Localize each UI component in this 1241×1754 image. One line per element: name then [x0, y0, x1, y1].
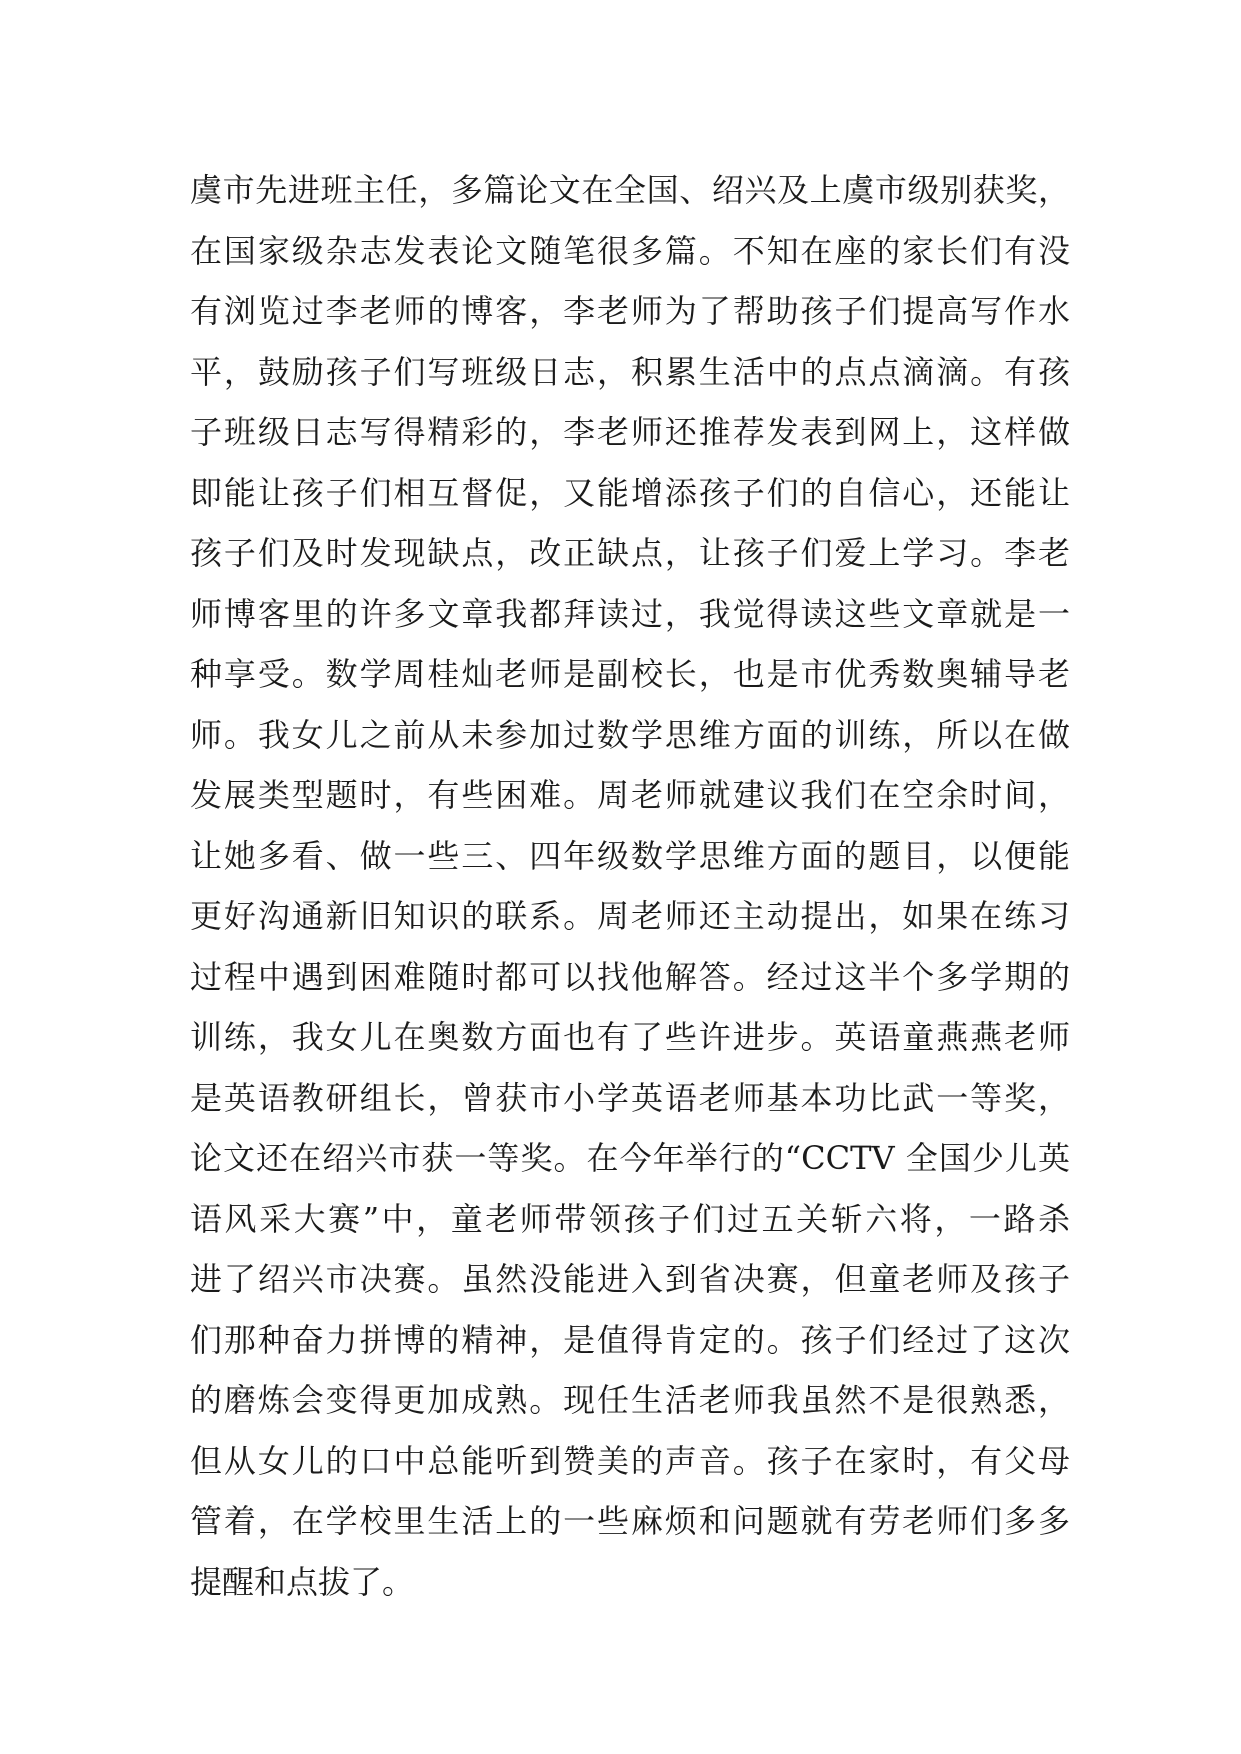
paragraph-line: 师。我女儿之前从未参加过数学思维方面的训练，所以在做 — [190, 715, 1070, 754]
paragraph-line: 在国家级杂志发表论文随笔很多篇。不知在座的家长们有没 — [190, 231, 1070, 270]
paragraph-line: 平，鼓励孩子们写班级日志，积累生活中的点点滴滴。有孩 — [190, 352, 1070, 391]
body-paragraph — [190, 160, 1070, 1612]
paragraph-line: 进了绍兴市决赛。虽然没能进入到省决赛，但童老师及孩子 — [190, 1260, 1070, 1298]
paragraph-line: 语风采大赛”中，童老师带领孩子们过五关斩六将，一路杀 — [190, 1199, 1070, 1238]
paragraph-line: 的磨炼会变得更加成熟。现任生活老师我虽然不是很熟悉， — [190, 1381, 1070, 1419]
paragraph-line: 种享受。数学周桂灿老师是副校长，也是市优秀数奥辅导老 — [190, 655, 1070, 693]
paragraph-line: 虞市先进班主任，多篇论文在全国、绍兴及上虞市级别获奖， — [190, 171, 1070, 209]
paragraph-line: 孩子们及时发现缺点，改正缺点，让孩子们爱上学习。李老 — [190, 534, 1070, 572]
paragraph-line: 提醒和点拔了。 — [190, 1562, 415, 1601]
paragraph-line: 发展类型题时，有些困难。周老师就建议我们在空余时间， — [190, 776, 1070, 814]
paragraph-line: 让她多看、做一些三、四年级数学思维方面的题目，以便能 — [190, 836, 1070, 875]
paragraph-line: 更好沟通新旧知识的联系。周老师还主动提出，如果在练习 — [190, 897, 1070, 935]
paragraph-line: 是英语教研组长，曾获市小学英语老师基本功比武一等奖， — [190, 1078, 1070, 1117]
paragraph-line: 师博客里的许多文章我都拜读过，我觉得读这些文章就是一 — [190, 594, 1070, 633]
paragraph-line: 即能让孩子们相互督促，又能增添孩子们的自信心，还能让 — [190, 473, 1070, 512]
paragraph-line: 但从女儿的口中总能听到赞美的声音。孩子在家时，有父母 — [190, 1441, 1070, 1480]
paragraph-line: 过程中遇到困难随时都可以找他解答。经过这半个多学期的 — [190, 957, 1070, 996]
paragraph-line: 有浏览过李老师的博客，李老师为了帮助孩子们提高写作水 — [190, 292, 1070, 330]
paragraph-line: 管着，在学校里生活上的一些麻烦和问题就有劳老师们多多 — [190, 1502, 1070, 1540]
paragraph-line: 论文还在绍兴市获一等奖。在今年举行的“CCTV 全国少儿英 — [190, 1139, 1070, 1177]
paragraph-line: 们那种奋力拼博的精神，是值得肯定的。孩子们经过了这次 — [190, 1320, 1070, 1359]
paragraph-line: 子班级日志写得精彩的，李老师还推荐发表到网上，这样做 — [190, 413, 1070, 451]
paragraph-line: 训练，我女儿在奥数方面也有了些许进步。英语童燕燕老师 — [190, 1018, 1070, 1056]
